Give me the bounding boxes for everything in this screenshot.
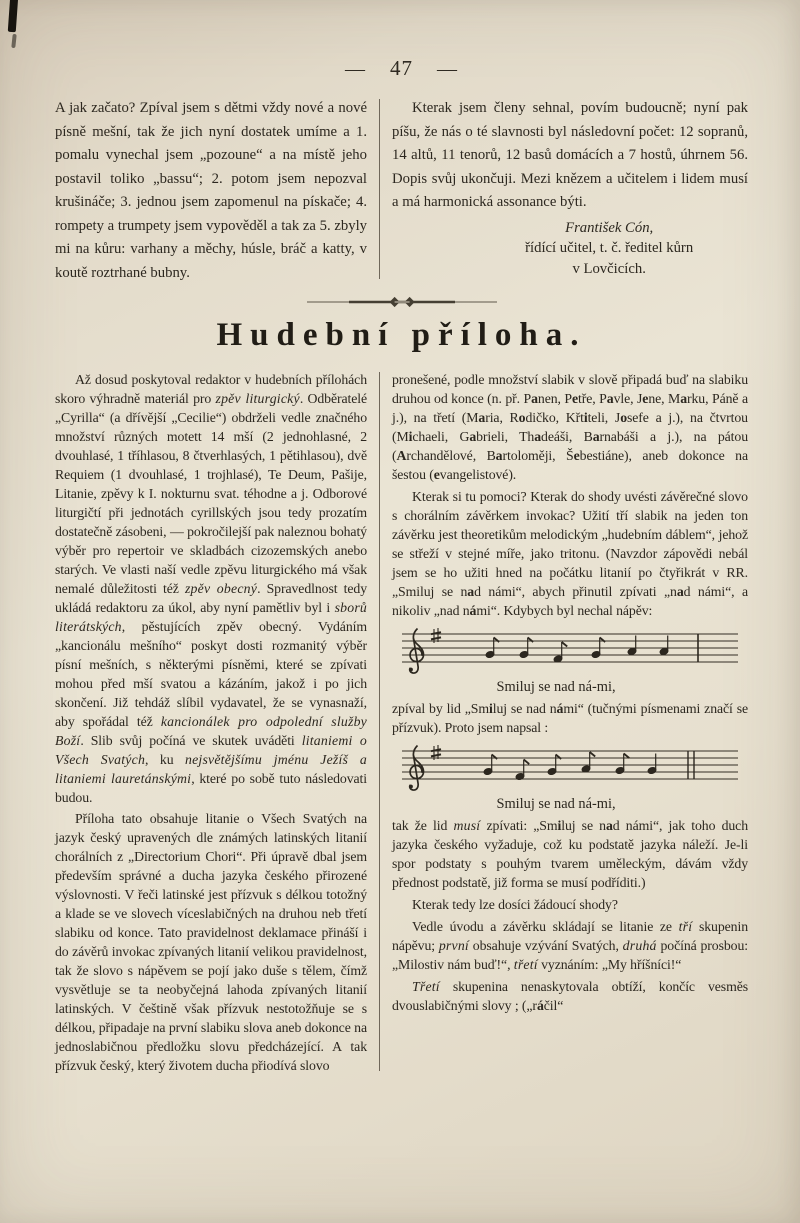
article-paragraph: Příloha tato obsahuje litanie o Všech Svatých na jazyk český upravených dle známých latinských litanií chorálních z „Directorium Chori“. Při úpravě dbal jsem především správné a ducha jazyka českého přirozené výslovnosti. V řeči latinské jest přízvuk s délkou totožný a klade se ve slovech víceslabičných na druhou neb třetí slabiku od konce. Tato pravidelnost deklamace přináší i do závěrů invokac zpívaných litanií velikou pravidelnost, tak že slovo s nápěvem se pojí jako duše s tělem, čímž vysvětluje se ta neobyčejná lahoda zpívaných litanií latinských. V češtině však přízvuk nestotožňuje se s délkou, připadaje na první slabiku slova aneb dokonce na jednoslabičnou předložku slovu předcházející. A tak přízvuk český, který životem ducha přiodívá slovo — [55, 811, 367, 1073]
signature-block — [470, 218, 748, 280]
article-paragraph: tak že lid musí zpívati: „Smiluj se nad námi“, jak toho duch jazyka českého vyžaduje, což ku podstatě jazyka náleží. Je-li spor podstaty s pouhým tvarem uměleckým, dávám vždy přednost podstatě, již forma se musí podříditi.) — [392, 818, 748, 890]
music-caption: Smiluj se nad ná-mi, — [496, 679, 616, 695]
music-staff-icon — [400, 743, 740, 793]
article-paragraph: Třetí skupenina nenaskytovala obtíží, končíc vesměs dvouslabičnými slovy ; („ráčil“ — [392, 979, 748, 1013]
intro-left-paragraph: A jak začato? Zpíval jsem s dětmi vždy nové a nové písně mešní, tak že jich nyní dostatek umíme a 1. pomalu vynechal jsem „pozoune“ a na místě jeho postavil toliko „bassu“; 2. potom jsem nepozval krušináče; 3. jednou jsem zapomenul na pískače; 4. rompety a trumpety jsem vypověděl a tak za 5. zbyly mi na kůru: varhany a měchy, húsle, bráč a katty, v koutě roztrhané bubny. — [55, 100, 367, 281]
header-dash-left: — — [345, 58, 366, 80]
music-example-1 — [392, 626, 748, 697]
signature-role: řídící učitel, t. č. ředitel kůrn — [525, 240, 694, 256]
page-header — [55, 56, 748, 81]
notes — [485, 636, 669, 664]
intro-section — [55, 97, 748, 285]
article-body — [55, 370, 748, 1077]
signature-place: v Lovčicích. — [572, 260, 646, 277]
header-dash-right: — — [437, 58, 458, 80]
article-paragraph: Až dosud poskytoval redaktor v hudebních přílohách skoro výhradně materiál pro zpěv liturgický. Odběratelé „Cyrilla“ (a dřívější „Cecilie“) obdrželi vedle značného množství různých motett 14 mší (2 jednohlasné, 2 dvouhlasé, 1 tříhlasou, 8 čtverhlasých, 1 pětihlasou), dvě Requiem (1 dvouhlasé, 1 trojhlasé), Te Deum, Pašije, Litanie, zpěvy k I. nokturnu svat. téhodne a j. Odborové liturgičtí při jednotách cyrillských jsou tedy prozatím dostatečně zásobeni, — pokročilejší pak naleznou bohatý výběr pro repertoir ve skladbách cizozemských anebo starých. Ve vlasti naší vedle zpěvu liturgického má však nemalé důležitosti též zpěv obecný. Spravedlnost tedy ukládá redaktoru za úkol, aby nyní pamětliv byl i sborů literátských, pěstujících zpěv obecný. Vydáním „kancionálu mešního“ poskyt dosti rozmanitý výběr písní mešních, s některými písněmi, které se zpívati mohou před mší svatou a kázáním, jakož i po jich skončení. Již tehdáž slíbil vydavatel, že se vynasnaží, aby spořádal též kancionálek pro odpolední služby Boží. Slib svůj počíná ve skutek uváděti litaniemi o Všech Svatých, ku nejsvětějšímu jménu Ježíš a litaniemi lauretánskými, které po sobě tuto následovati budou. — [55, 372, 368, 805]
column-divider-rule — [379, 99, 380, 279]
article-paragraph: Vedle úvodu a závěrku skládají se litanie ze tří skupenin nápěvu; první obsahuje vzývání Svatých, druhá počíná prosbou: „Milostiv nám buď!“, třetí vyznáním: „My hříšníci!“ — [392, 919, 748, 972]
treble-clef-icon — [410, 629, 424, 674]
article-left-column — [55, 370, 367, 1077]
section-divider-ornament — [55, 295, 748, 307]
scan-ink-artifact — [11, 34, 16, 48]
music-staff-icon — [400, 626, 740, 676]
music-caption: Smiluj se nad ná-mi, — [496, 796, 616, 812]
notes — [483, 752, 657, 781]
article-title: Hudební příloha. — [216, 317, 587, 353]
page-number: 47 — [390, 56, 413, 80]
music-example-2 — [392, 743, 748, 814]
article-paragraph: Kterak tedy lze dosíci žádoucí shody? — [412, 897, 618, 912]
intro-left-column — [55, 97, 367, 285]
article-paragraph: zpíval by lid „Smiluj se nad námi“ (tučnými písmenami značí se přízvuk). Proto jsem napsal : — [392, 701, 748, 735]
article-right-column — [392, 370, 748, 1018]
column-divider-rule — [379, 372, 380, 1071]
intro-right-column — [392, 97, 748, 279]
intro-right-paragraph: Kterak jsem členy sehnal, povím budoucně; nyní pak píšu, že nás o té slavnosti byl následovní počet: 12 sopranů, 14 altů, 11 tenorů, 12 basů domácích a 7 hostů, úhrnem 56. Dopis svůj ukončuji. Mezi knězem a učitelem i lidem musí a má harmonická assonance býti. — [392, 100, 748, 210]
article-paragraph: pronešené, podle množství slabik v slově připadá buď na slabiku druhou od konce (n. př. Panen, Petře, Pavle, Jene, Marku, Páně a j.), na třetí (Maria, Rodičko, Křtiteli, Josefe a j.), na čtvrtou (Michaeli, Gabrieli, Thadeáši, Barnabáši a j.), na pátou (Archandělové, Bartoloměji, Šebestiáne), aneb dokonce na šestou (evangelistové). — [392, 372, 748, 482]
treble-clef-icon — [410, 746, 424, 791]
scan-ink-artifact — [8, 0, 18, 32]
article-paragraph: Kterak si tu pomoci? Kterak do shody uvésti závěrečné slovo s chorálním závěrkem invokac? Užití tří slabik na jeden ton závěrku jest theoretikům melodickým „hudebním dáblem“, jehož se střeží v stejné míře, jako tritonu. (Navzdor zápovědi nebál jsem se ho užiti hned na počátku litanií po čtyřikrát v RR. „Smiluj se nad námi“, abych přinutil zpívati „nad námi“, a nikoliv „nad námi“. Kdybych byl nechal nápěv: — [392, 489, 748, 618]
ornament-rule-icon — [307, 296, 497, 308]
signature-name: František Cón, — [565, 219, 654, 236]
